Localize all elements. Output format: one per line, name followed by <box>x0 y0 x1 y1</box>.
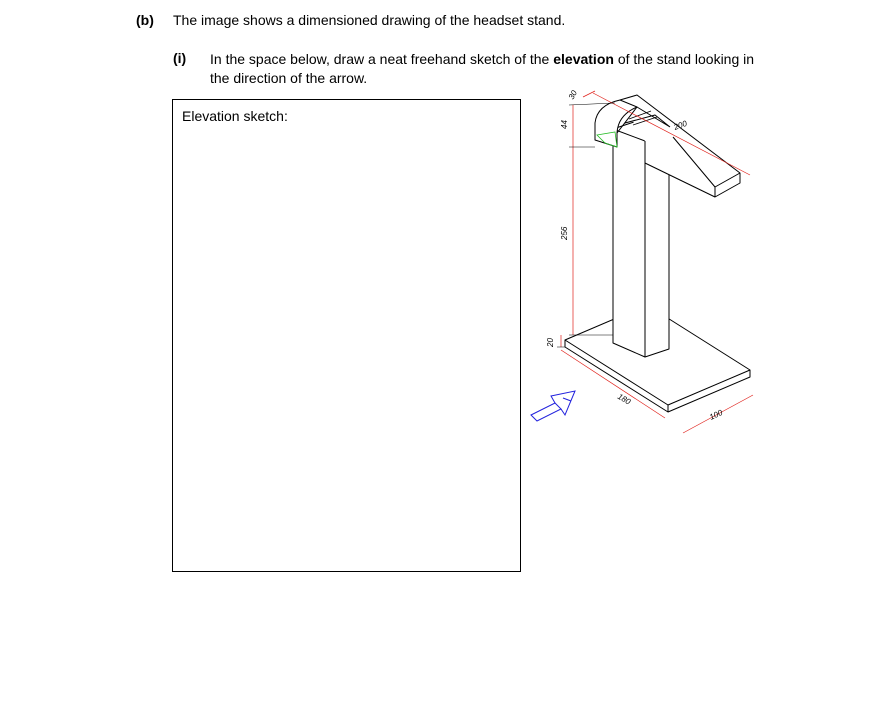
dim-256: 256 <box>560 226 569 240</box>
question-i-label: (i) <box>173 50 187 66</box>
question-b-label: (b) <box>136 12 154 28</box>
dim-180: 180 <box>616 391 633 407</box>
elevation-sketch-answer-box[interactable] <box>172 99 521 572</box>
dim-100: 100 <box>708 408 724 422</box>
elevation-sketch-label: Elevation sketch: <box>182 108 288 124</box>
viewing-direction-arrow <box>531 391 575 421</box>
dim-200: 200 <box>672 118 689 132</box>
dim-44: 44 <box>560 120 569 129</box>
question-i-bold-word: elevation <box>553 51 614 67</box>
question-b-text: The image shows a dimensioned drawing of the headset stand. <box>173 12 566 28</box>
dim-20: 20 <box>546 338 555 347</box>
question-i-text-after: of the stand looking in the direction of the arrow. <box>210 51 755 86</box>
dim-30: 30 <box>566 88 579 101</box>
question-i-text <box>210 50 770 88</box>
headset-stand-isometric-drawing <box>525 85 765 455</box>
question-i-text-before: In the space below, draw a neat freehand sketch of the <box>210 51 554 67</box>
dim-line-30 <box>583 91 595 97</box>
